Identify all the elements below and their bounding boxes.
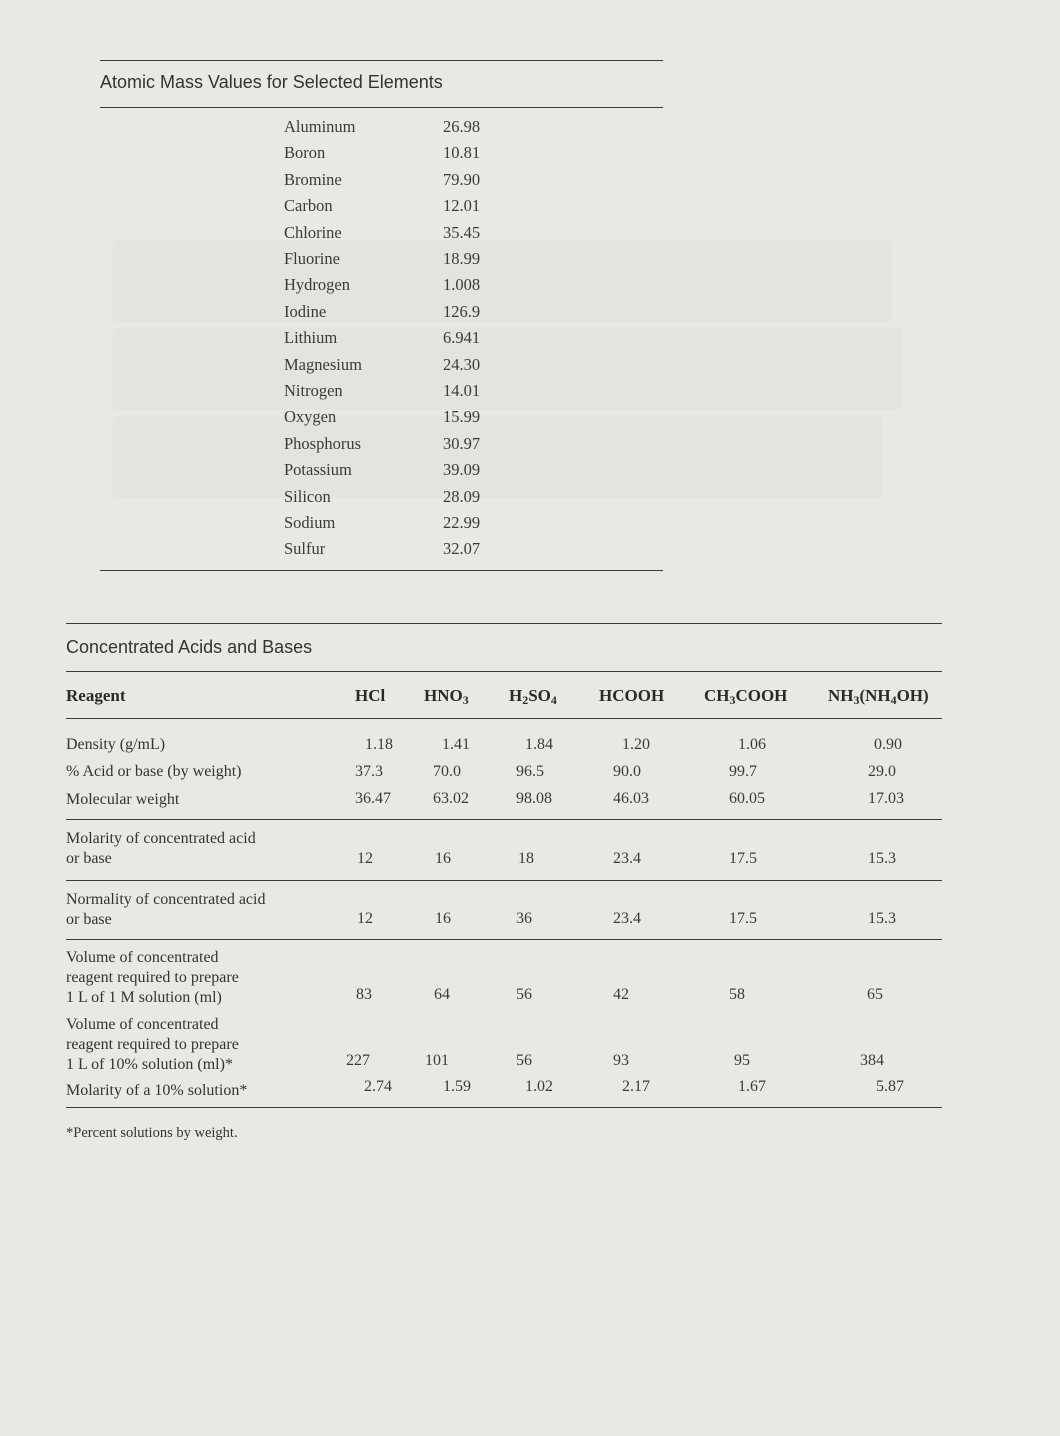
- cell-value: 23.4: [613, 850, 641, 867]
- cell-value: 1.41: [442, 736, 470, 753]
- row-label-normality: [66, 890, 265, 930]
- element-mass: 26.98: [443, 117, 481, 136]
- cell-value: 36.47: [355, 790, 391, 807]
- element-mass: 24.30: [443, 355, 481, 374]
- cell-value: 70.0: [433, 763, 461, 780]
- row-label-line: 1 L of 10% solution (ml)*: [66, 1056, 233, 1073]
- cell-value: 0.90: [874, 736, 902, 753]
- element-name: Aluminum: [284, 117, 356, 136]
- cell-value: 96.5: [516, 763, 544, 780]
- column-header: $CH_3COOH$: [704, 686, 788, 707]
- element-name: Fluorine: [284, 249, 340, 268]
- element-mass: 6.941: [443, 328, 481, 347]
- element-name: Boron: [284, 143, 326, 162]
- cell-value: 1.06: [738, 736, 766, 753]
- cell-value: 17.5: [729, 910, 757, 927]
- cell-value: 60.05: [729, 790, 765, 807]
- cell-value: 99.7: [729, 763, 757, 780]
- row-label-molecular-weight: Molecular weight: [66, 791, 180, 808]
- element-name: Phosphorus: [284, 434, 362, 453]
- cell-value: 23.4: [613, 910, 641, 927]
- cell-value: 1.67: [738, 1078, 766, 1095]
- cell-value: 90.0: [613, 763, 641, 780]
- element-name: Chlorine: [284, 223, 342, 242]
- cell-value: 46.03: [613, 790, 649, 807]
- element-mass: 10.81: [443, 143, 481, 162]
- cell-value: 58: [729, 986, 745, 1003]
- element-name: Magnesium: [284, 355, 362, 374]
- cell-value: 56: [516, 986, 532, 1003]
- column-header: HCOOH: [599, 686, 665, 705]
- cell-value: 1.84: [525, 736, 553, 753]
- cell-value: 83: [356, 986, 372, 1003]
- element-mass: 35.45: [443, 223, 481, 242]
- row-label-line: Volume of concentrated: [66, 1016, 219, 1033]
- element-mass: 15.99: [443, 407, 481, 426]
- row-label-line: or base: [66, 911, 112, 928]
- cell-value: 17.03: [868, 790, 904, 807]
- element-name: Sodium: [284, 513, 336, 532]
- element-name: Sulfur: [284, 539, 326, 558]
- reagent-header: Reagent: [66, 686, 126, 705]
- divider-after-molarity: [66, 880, 942, 881]
- row-label-line: or base: [66, 850, 112, 867]
- cell-value: 56: [516, 1052, 532, 1069]
- cell-value: 65: [867, 986, 883, 1003]
- row-label-line: reagent required to prepare: [66, 1036, 239, 1053]
- row-label-volume-10pct: [66, 1015, 239, 1075]
- element-mass: 1.008: [443, 275, 481, 294]
- atomic-table-bottom-rule: [100, 570, 663, 571]
- element-name: Carbon: [284, 196, 333, 215]
- element-mass: 39.09: [443, 460, 481, 479]
- cell-value: 15.3: [868, 910, 896, 927]
- cell-value: 1.20: [622, 736, 650, 753]
- row-label-molarity: [66, 829, 256, 869]
- column-header: HCl: [355, 686, 386, 705]
- element-name: Silicon: [284, 487, 331, 506]
- cell-value: 98.08: [516, 790, 552, 807]
- row-label-density: Density (g/mL): [66, 736, 166, 753]
- row-label-line: Volume of concentrated: [66, 949, 219, 966]
- element-mass: 79.90: [443, 170, 481, 189]
- cell-value: 227: [346, 1052, 370, 1069]
- element-mass: 12.01: [443, 196, 481, 215]
- row-label-line: Molarity of concentrated acid: [66, 830, 256, 847]
- atomic-table-title: Atomic Mass Values for Selected Elements: [100, 72, 443, 92]
- acids-table-header-rule: [66, 718, 942, 719]
- row-label-percent: % Acid or base (by weight): [66, 763, 242, 780]
- cell-value: 2.74: [364, 1078, 392, 1095]
- cell-value: 384: [860, 1052, 884, 1069]
- element-name: Oxygen: [284, 407, 337, 426]
- atomic-table-header-rule: [100, 107, 663, 108]
- cell-value: 36: [516, 910, 532, 927]
- column-header: $NH_3(NH_4OH)$: [828, 686, 929, 707]
- cell-value: 42: [613, 986, 629, 1003]
- element-mass: 22.99: [443, 513, 481, 532]
- divider-after-molecular-weight: [66, 819, 942, 820]
- cover-showthrough: [112, 240, 902, 498]
- cell-value: 95: [734, 1052, 750, 1069]
- row-label-line: reagent required to prepare: [66, 969, 239, 986]
- cell-value: 18: [518, 850, 534, 867]
- acids-table-title-rule: [66, 671, 942, 672]
- cell-value: 5.87: [876, 1078, 904, 1095]
- cell-value: 16: [435, 910, 451, 927]
- divider-after-normality: [66, 939, 942, 940]
- element-name: Potassium: [284, 460, 352, 479]
- footnote: *Percent solutions by weight.: [66, 1125, 238, 1141]
- element-mass: 126.9: [443, 302, 481, 321]
- acids-table-top-rule: [66, 623, 942, 624]
- row-label-volume-1m: [66, 948, 239, 1008]
- cell-value: 29.0: [868, 763, 896, 780]
- cell-value: 1.59: [443, 1078, 471, 1095]
- cell-value: 12: [357, 910, 373, 927]
- cell-value: 17.5: [729, 850, 757, 867]
- element-mass: 14.01: [443, 381, 481, 400]
- row-label-molarity-10pct: Molarity of a 10% solution*: [66, 1082, 248, 1099]
- element-mass: 18.99: [443, 249, 481, 268]
- acids-table-bottom-rule: [66, 1107, 942, 1108]
- column-header: $H_2SO_4$: [509, 686, 557, 707]
- cell-value: 1.02: [525, 1078, 553, 1095]
- atomic-table-top-rule: [100, 60, 663, 61]
- cell-value: 12: [357, 850, 373, 867]
- element-name: Nitrogen: [284, 381, 343, 400]
- cell-value: 2.17: [622, 1078, 650, 1095]
- cell-value: 101: [425, 1052, 449, 1069]
- element-mass: 28.09: [443, 487, 481, 506]
- cell-value: 1.18: [365, 736, 393, 753]
- row-label-line: Normality of concentrated acid: [66, 891, 266, 908]
- column-header: $HNO_3$: [424, 686, 469, 707]
- cell-value: 63.02: [433, 790, 469, 807]
- cell-value: 37.3: [355, 763, 383, 780]
- cell-value: 16: [435, 850, 451, 867]
- acids-table-title: Concentrated Acids and Bases: [66, 637, 313, 657]
- element-name: Iodine: [284, 302, 327, 321]
- cell-value: 93: [613, 1052, 629, 1069]
- element-name: Lithium: [284, 328, 338, 347]
- element-name: Hydrogen: [284, 275, 350, 294]
- cell-value: 15.3: [868, 850, 896, 867]
- element-mass: 30.97: [443, 434, 481, 453]
- cell-value: 64: [434, 986, 450, 1003]
- element-mass: 32.07: [443, 539, 481, 558]
- element-name: Bromine: [284, 170, 342, 189]
- row-label-line: 1 L of 1 M solution (ml): [66, 989, 222, 1006]
